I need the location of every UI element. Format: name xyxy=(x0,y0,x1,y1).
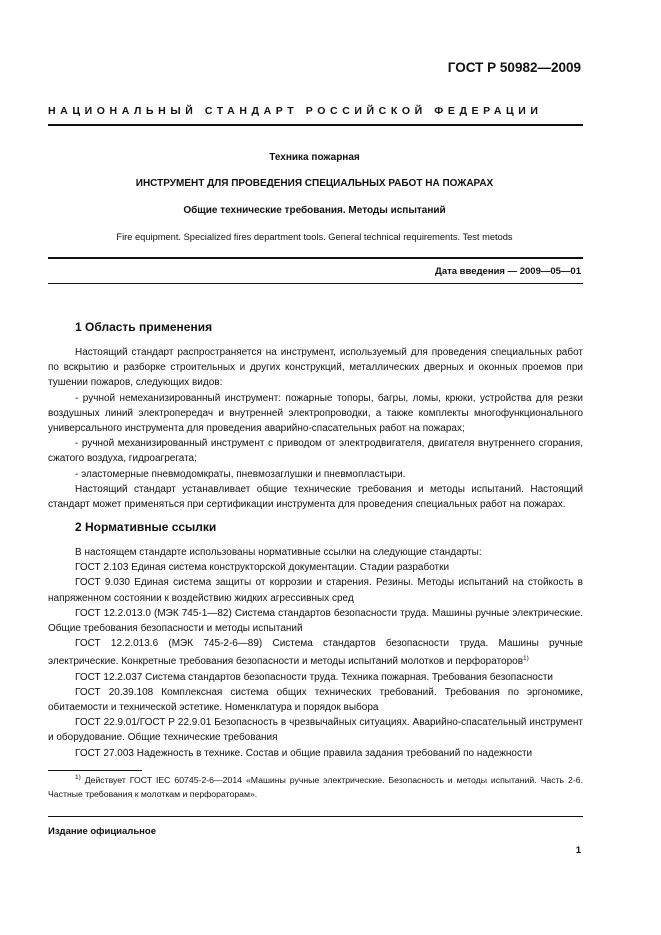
official-edition-label: Издание официальное xyxy=(48,826,156,837)
paragraph: Настоящий стандарт распространяется на инструмент, используемый для проведения специальных работ по вскрытию и разборке строительных и других конструкций, металлических дверных и оконных проемов при тушении пожаров, следующих видов: xyxy=(48,347,583,389)
title-english: Fire equipment. Specialized fires department tools. General technical requirements. Test metods xyxy=(116,232,513,242)
footer-divider xyxy=(48,816,583,817)
national-standard-banner: НАЦИОНАЛЬНЫЙ СТАНДАРТ РОССИЙСКОЙ ФЕДЕРАЦИИ xyxy=(48,105,543,117)
list-item: - ручной немеханизированный инструмент: пожарные топоры, багры, ломы, крюки, устройства для резки воздушных линий электропередач и внутренней электропроводки, а также комплекты многофункционального универсального инструмента для проведения аварийно-спасательных работ на пожарах; xyxy=(48,392,583,435)
reference-item xyxy=(48,636,583,669)
reference-item: ГОСТ 22.9.01/ГОСТ Р 22.9.01 Безопасность в чрезвычайных ситуациях. Аварийно-спасательный инструмент и оборудование. Общие технические требования xyxy=(48,717,583,744)
paragraph: В настоящем стандарте использованы нормативные ссылки на следующие стандарты: xyxy=(75,547,482,558)
reference-item: ГОСТ 9.030 Единая система защиты от коррозии и старения. Резины. Методы испытаний на стойкость в напряженном состоянии к воздействию жидких агрессивных сред xyxy=(48,577,583,604)
introduction-date: Дата введения — 2009—05—01 xyxy=(435,266,581,277)
title-category: Техника пожарная xyxy=(269,152,360,163)
footnote-number: 1) xyxy=(75,774,81,781)
section-2-heading: 2 Нормативные ссылки xyxy=(75,520,217,534)
reference-item: ГОСТ 12.2.037 Система стандартов безопасности труда. Техника пожарная. Требования безопасности xyxy=(75,671,554,683)
list-item: - эластомерные пневмодомкраты, пневмозаглушки и пневмопластыри. xyxy=(75,468,406,480)
title-main: ИНСТРУМЕНТ ДЛЯ ПРОВЕДЕНИЯ СПЕЦИАЛЬНЫХ РАБОТ НА ПОЖАРАХ xyxy=(135,178,494,189)
date-divider xyxy=(48,283,583,284)
title-subtitle: Общие технические требования. Методы испытаний xyxy=(183,205,446,216)
footnote-text: Действует ГОСТ IEC 60745-2-6—2014 «Машины ручные электрические. Безопасность и методы испытаний. Часть 2-6. Частные требования к молоткам и перфораторам». xyxy=(48,775,583,799)
paragraph: Настоящий стандарт устанавливает общие технические требования и методы испытаний. Настоящий стандарт может применяться при сертификации инструмента для проведения специальных работ на пожарах. xyxy=(48,483,583,511)
footnote xyxy=(48,771,583,801)
title-divider xyxy=(48,257,583,259)
document-code: ГОСТ Р 50982—2009 xyxy=(447,60,581,75)
reference-text: ГОСТ 12.2.013.6 (МЭК 745-2-6—89) Система стандартов безопасности труда. Машины ручные электрические. Конкретные требования безопасности и методы испытаний молотков и перфораторов xyxy=(48,638,583,668)
reference-item: ГОСТ 20.39.108 Комплексная система общих технических требований. Требования по эргономике, обитаемости и технической эстетике. Номенклатура и порядок выбора xyxy=(48,686,583,714)
reference-item: ГОСТ 12.2.013.0 (МЭК 745-1—82) Система стандартов безопасности труда. Машины ручные электрические. Общие требования безопасности и методы испытаний xyxy=(48,607,583,635)
reference-item: ГОСТ 2.103 Единая система конструкторской документации. Стадии разработки xyxy=(75,562,450,574)
footnote-marker: 1) xyxy=(523,655,529,663)
page-number: 1 xyxy=(575,845,581,856)
reference-item: ГОСТ 27.003 Надежность в технике. Состав и общие правила задания требований по надежности xyxy=(75,747,533,759)
list-item: - ручной механизированный инструмент с приводом от электродвигателя, двигателя внутреннего сгорания, сжатого воздуха, гидроагрегата; xyxy=(48,438,583,465)
section-2-body xyxy=(48,545,583,761)
section-1-heading: 1 Область применения xyxy=(75,320,213,334)
top-divider xyxy=(48,124,583,126)
section-1-body xyxy=(48,345,583,512)
